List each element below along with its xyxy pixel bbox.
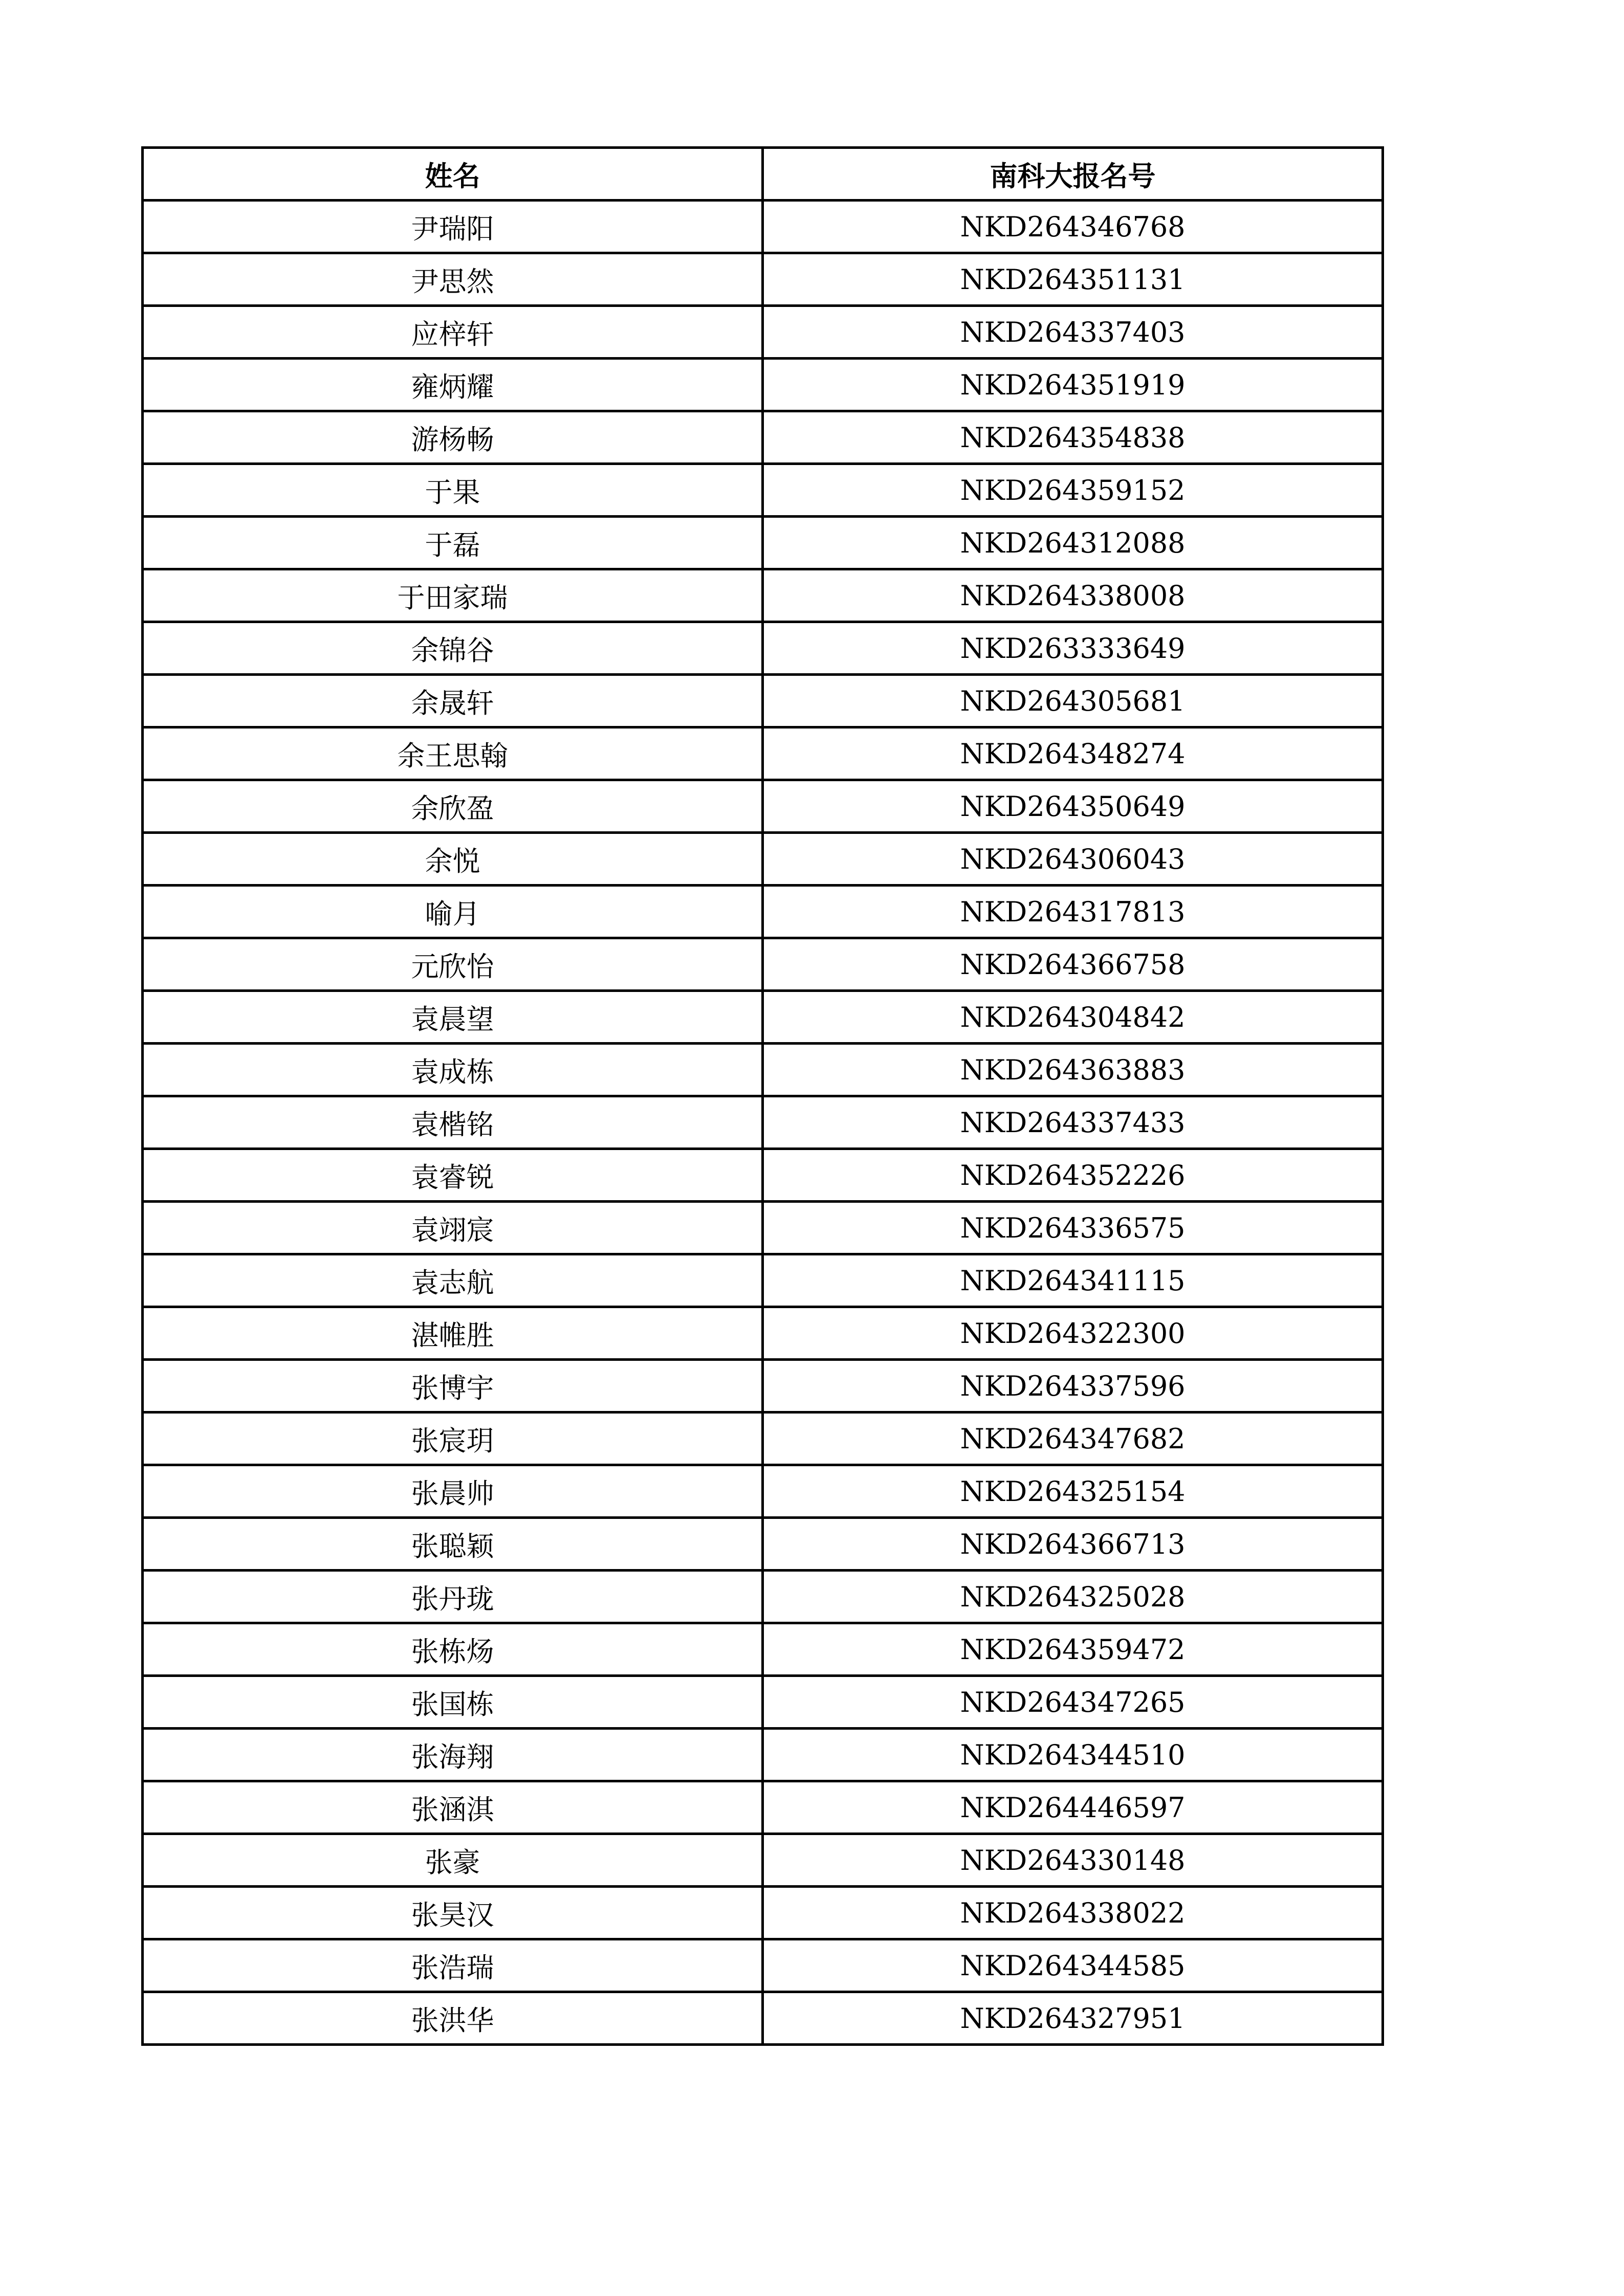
table-row xyxy=(143,1149,1383,1202)
registration-number-cell: NKD264325028 xyxy=(763,1571,1383,1623)
registration-number-cell: NKD264366758 xyxy=(763,938,1383,991)
name-cell: 张栋炀 xyxy=(143,1623,763,1676)
registration-number-cell: NKD264352226 xyxy=(763,1149,1383,1202)
table-row xyxy=(143,675,1383,727)
table-row xyxy=(143,1992,1383,2045)
registration-number-cell: NKD264337433 xyxy=(763,1096,1383,1149)
registration-number-cell: NKD264347682 xyxy=(763,1412,1383,1465)
registration-number-cell: NKD264317813 xyxy=(763,886,1383,938)
table-row xyxy=(143,1676,1383,1729)
registration-number-cell: NKD264337596 xyxy=(763,1360,1383,1412)
table-row xyxy=(143,569,1383,622)
table-row xyxy=(143,780,1383,833)
name-cell: 张博宇 xyxy=(143,1360,763,1412)
name-cell: 余欣盈 xyxy=(143,780,763,833)
name-cell: 袁晨望 xyxy=(143,991,763,1044)
registration-number-cell: NKD264341115 xyxy=(763,1254,1383,1307)
table-row xyxy=(143,1412,1383,1465)
name-cell: 余晟轩 xyxy=(143,675,763,727)
table-row xyxy=(143,1781,1383,1834)
name-cell: 雍炳耀 xyxy=(143,359,763,411)
registration-number-cell: NKD264351919 xyxy=(763,359,1383,411)
registration-number-cell: NKD264366713 xyxy=(763,1518,1383,1571)
name-cell: 应梓轩 xyxy=(143,306,763,359)
table-row xyxy=(143,517,1383,569)
name-cell: 袁成栋 xyxy=(143,1044,763,1096)
table-row xyxy=(143,727,1383,780)
table-row xyxy=(143,1834,1383,1887)
registration-number-cell: NKD263333649 xyxy=(763,622,1383,675)
registration-number-cell: NKD264363883 xyxy=(763,1044,1383,1096)
registration-number-cell: NKD264347265 xyxy=(763,1676,1383,1729)
name-cell: 张涵淇 xyxy=(143,1781,763,1834)
registration-number-cell: NKD264330148 xyxy=(763,1834,1383,1887)
table-row xyxy=(143,306,1383,359)
name-cell: 张浩瑞 xyxy=(143,1939,763,1992)
registration-number-cell: NKD264312088 xyxy=(763,517,1383,569)
header-row xyxy=(143,148,1383,201)
registration-number-cell: NKD264359152 xyxy=(763,464,1383,517)
name-cell: 张丹珑 xyxy=(143,1571,763,1623)
name-cell: 袁志航 xyxy=(143,1254,763,1307)
registration-number-cell: NKD264351131 xyxy=(763,253,1383,306)
registration-number-cell: NKD264327951 xyxy=(763,1992,1383,2045)
registration-number-cell: NKD264336575 xyxy=(763,1202,1383,1254)
table-row xyxy=(143,938,1383,991)
name-cell: 张洪华 xyxy=(143,1992,763,2045)
table-row xyxy=(143,1254,1383,1307)
name-cell: 尹思然 xyxy=(143,253,763,306)
name-cell: 张豪 xyxy=(143,1834,763,1887)
table-row xyxy=(143,833,1383,886)
name-cell: 游杨畅 xyxy=(143,411,763,464)
name-cell: 尹瑞阳 xyxy=(143,201,763,253)
name-cell: 张海翔 xyxy=(143,1729,763,1781)
registration-number-cell: NKD264359472 xyxy=(763,1623,1383,1676)
name-cell: 于磊 xyxy=(143,517,763,569)
registration-number-cell: NKD264446597 xyxy=(763,1781,1383,1834)
name-cell: 于果 xyxy=(143,464,763,517)
registration-number-cell: NKD264338022 xyxy=(763,1887,1383,1939)
name-cell: 湛帷胜 xyxy=(143,1307,763,1360)
registration-number-cell: NKD264346768 xyxy=(763,201,1383,253)
registration-number-cell: NKD264350649 xyxy=(763,780,1383,833)
table-row xyxy=(143,253,1383,306)
registration-number-cell: NKD264304842 xyxy=(763,991,1383,1044)
registration-number-cell: NKD264354838 xyxy=(763,411,1383,464)
name-cell: 袁翊宸 xyxy=(143,1202,763,1254)
registration-number-cell: NKD264325154 xyxy=(763,1465,1383,1518)
table-body xyxy=(143,201,1383,2045)
table-row xyxy=(143,1939,1383,1992)
table-row xyxy=(143,1729,1383,1781)
registration-number-cell: NKD264306043 xyxy=(763,833,1383,886)
table-row xyxy=(143,1623,1383,1676)
table-row xyxy=(143,886,1383,938)
name-cell: 元欣怡 xyxy=(143,938,763,991)
table-row xyxy=(143,622,1383,675)
table-row xyxy=(143,411,1383,464)
name-cell: 余悦 xyxy=(143,833,763,886)
name-cell: 于田家瑞 xyxy=(143,569,763,622)
name-cell: 张晨帅 xyxy=(143,1465,763,1518)
registration-number-cell: NKD264344510 xyxy=(763,1729,1383,1781)
table-row xyxy=(143,1887,1383,1939)
name-cell: 张国栋 xyxy=(143,1676,763,1729)
name-cell: 袁睿锐 xyxy=(143,1149,763,1202)
registration-table xyxy=(141,146,1384,2046)
table-row xyxy=(143,1518,1383,1571)
name-cell: 张宸玥 xyxy=(143,1412,763,1465)
table-row xyxy=(143,991,1383,1044)
name-cell: 袁楷铭 xyxy=(143,1096,763,1149)
table-row xyxy=(143,201,1383,253)
name-cell: 余锦谷 xyxy=(143,622,763,675)
table-row xyxy=(143,1465,1383,1518)
registration-number-cell: NKD264305681 xyxy=(763,675,1383,727)
name-cell: 张聪颖 xyxy=(143,1518,763,1571)
registration-number-cell: NKD264348274 xyxy=(763,727,1383,780)
table-row xyxy=(143,1044,1383,1096)
name-cell: 张昊汉 xyxy=(143,1887,763,1939)
name-cell: 余王思翰 xyxy=(143,727,763,780)
registration-number-cell: NKD264337403 xyxy=(763,306,1383,359)
column-header-registration-number: 南科大报名号 xyxy=(763,148,1383,201)
registration-number-cell: NKD264338008 xyxy=(763,569,1383,622)
table-row xyxy=(143,1202,1383,1254)
table-row xyxy=(143,1360,1383,1412)
name-cell: 喻月 xyxy=(143,886,763,938)
table-row xyxy=(143,359,1383,411)
table-row xyxy=(143,1571,1383,1623)
table-row xyxy=(143,1307,1383,1360)
table-row xyxy=(143,464,1383,517)
registration-number-cell: NKD264322300 xyxy=(763,1307,1383,1360)
column-header-name: 姓名 xyxy=(143,148,763,201)
registration-number-cell: NKD264344585 xyxy=(763,1939,1383,1992)
table-row xyxy=(143,1096,1383,1149)
